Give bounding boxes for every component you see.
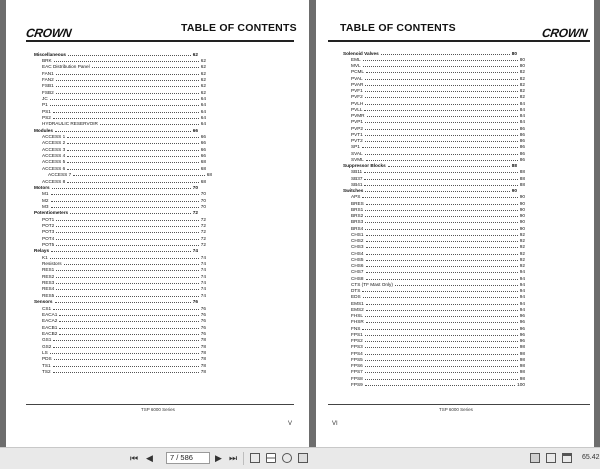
toc-entry-page: 64: [200, 108, 206, 114]
toc-entry-page: 86: [519, 138, 525, 143]
toc-entry-label: SVAL: [351, 150, 363, 156]
toc-entry-page: 72: [200, 229, 206, 235]
footer-rule: [328, 404, 590, 405]
toc-entry-page: 70: [192, 184, 198, 190]
previous-page-icon[interactable]: ◀: [146, 453, 153, 463]
pdf-toolbar: [0, 447, 600, 469]
toc-entry-label: EMS2: [351, 306, 364, 312]
toc-entry-label: BRS4: [351, 225, 364, 231]
toc-entry-page: 62: [200, 70, 206, 76]
toc-entry-label: PVAL: [351, 75, 363, 81]
pdf-page-right: [316, 0, 594, 447]
toc-entry-label: Solenoid Valves: [343, 50, 379, 56]
page-number-input[interactable]: 7 / 586: [166, 452, 210, 464]
toc-entry-page: 78: [200, 356, 206, 362]
toc-entry-label: PVF1: [351, 88, 363, 93]
toc-entry-label: TS2: [42, 369, 51, 374]
toc-entry-label: ACCESS 2: [42, 140, 66, 146]
toc-entry-page: 92: [519, 256, 525, 262]
toc-entry-page: 62: [200, 83, 206, 89]
toc-entry-page: 94: [519, 281, 525, 287]
toc-entry-page: 88: [519, 169, 525, 175]
toc-leader-dots: [365, 385, 515, 386]
pdf-page-left: [6, 0, 309, 447]
toc-entry-label: PS2: [42, 115, 51, 120]
toc-entry-page: 64: [200, 102, 206, 108]
toc-entry-page: 88: [519, 181, 525, 187]
toc-entry-page: 92: [519, 238, 525, 243]
toc-entry-label: FPS1: [351, 331, 363, 337]
toc-entry-page: 78: [200, 337, 206, 343]
toc-entry-page: 76: [192, 299, 198, 305]
toc-entry-label: SP1: [351, 144, 360, 150]
toc-entry-label: Motors: [34, 184, 50, 190]
two-page-view-icon[interactable]: [530, 453, 540, 463]
toc-entry-page: 62: [200, 89, 206, 95]
toc-entry-page: 78: [200, 369, 206, 374]
toc-entry-label: CHS5: [351, 256, 364, 262]
toc-entry-label: FPS6: [351, 363, 363, 368]
toc-entry-label: EDS: [351, 294, 361, 300]
toc-entry-label: PVF2: [351, 94, 363, 100]
page-title: TABLE OF CONTENTS: [181, 22, 297, 34]
toc-entry-label: FPS2: [351, 338, 363, 343]
toc-entry-page: 74: [200, 254, 206, 260]
toc-entry-label: M1: [42, 191, 49, 197]
toc-entry-label: Miscellaneous: [34, 51, 67, 57]
toc-entry-page: 64: [200, 121, 206, 127]
toc-entry-label: CHS8: [351, 275, 364, 281]
toc-entry-page: 78: [200, 343, 206, 349]
footer-rule: [26, 404, 294, 405]
toc-entry-page: 68: [200, 178, 206, 184]
zoom-level[interactable]: 65.42: [582, 454, 600, 461]
toc-entry-label: FHSL: [351, 313, 363, 318]
toc-entry-page: 90: [519, 219, 525, 225]
toc-entry-label: GS2: [42, 343, 52, 349]
toc-entry-page: 84: [519, 119, 525, 125]
crown-logo: CROWN: [541, 26, 589, 40]
toc-entry-label: POT3: [42, 229, 55, 235]
toc-entry-page: 68: [200, 159, 206, 165]
toc-entry-label: PVT2: [351, 138, 363, 143]
page-number: VI: [332, 421, 338, 427]
toc-entry-label: ACCESS 8: [42, 178, 66, 184]
toc-entry-label: EMS1: [351, 300, 364, 306]
toc-entry-page: 90: [519, 200, 525, 206]
last-page-icon[interactable]: ⏭: [229, 453, 238, 463]
toc-entry-label: PVT1: [351, 131, 363, 137]
toc-entry-page: 86: [519, 144, 525, 150]
toc-entry-label: Potentiometers: [34, 210, 69, 216]
toc-entry-label: SVML: [351, 156, 364, 162]
toc-entry-label: Sensors: [34, 299, 53, 305]
toc-entry-page: 72: [200, 222, 206, 228]
toc-entry-label: ACCESS 3: [42, 146, 66, 152]
toc-entry-page: 78: [200, 349, 206, 355]
toc-entry-label: HYDRAULIC RESERVOIR: [42, 121, 98, 127]
toc-entry-label: PS1: [42, 108, 51, 114]
toc-entry-label: BRS2: [351, 213, 364, 218]
footer-series: TSP 6000 Series: [439, 407, 473, 412]
toc-entry-page: 72: [200, 242, 206, 247]
toc-entry-label: POT1: [42, 216, 55, 222]
toc-entry-page: 94: [519, 306, 525, 312]
single-page-view-icon[interactable]: [546, 453, 556, 463]
fit-width-icon[interactable]: [266, 453, 276, 463]
toc-entry-page: 96: [519, 338, 525, 343]
toc-entry-label: POT2: [42, 222, 55, 228]
toc-entry-page: 94: [519, 300, 525, 306]
page-number: V: [288, 421, 293, 427]
crown-logo: CROWN: [25, 26, 73, 40]
toc-entry-page: 72: [192, 210, 198, 216]
toc-entry-page: 98: [519, 350, 525, 356]
toc-entry-page: 88: [519, 175, 525, 181]
toc-entry-page: 66: [200, 153, 206, 159]
toc-entry-label: ACCESS 4: [42, 153, 66, 159]
toc-entry-page: 80: [511, 50, 517, 56]
toc-entry-page: 90: [519, 206, 525, 212]
toc-entry-label: DTS: [351, 288, 361, 293]
toc-entry-page: 62: [200, 57, 206, 63]
toc-entry-page: 100: [517, 381, 525, 387]
toc-entry-page: 72: [200, 216, 206, 222]
toc-entry-page: 76: [200, 311, 206, 317]
toc-entry-page: 62: [200, 64, 206, 70]
toc-entry-page: 82: [519, 75, 525, 81]
toc-entry-page: 66: [200, 134, 206, 140]
toc-entry-page: 80: [519, 56, 525, 62]
toc-entry-page: 74: [200, 267, 206, 273]
toc-entry-label: FAN2: [42, 76, 54, 82]
toc-entry-page: 96: [519, 313, 525, 318]
toc-entry-page: 66: [200, 140, 206, 146]
rotate-icon[interactable]: [298, 453, 308, 463]
toc-entry-page: 98: [519, 375, 525, 381]
toc-entry-label: Resistors: [42, 261, 62, 267]
toc-entry-page: 70: [200, 197, 206, 203]
toc-entry-label: FPS4: [351, 350, 363, 356]
toc-entry-label: CHS6: [351, 263, 364, 268]
toc-entry: [34, 367, 206, 374]
toc-entry-label: FPS7: [351, 369, 363, 375]
toc-entry-page: 78: [200, 362, 206, 368]
toc-entry-label: PVAR: [351, 81, 364, 87]
toc-entry-page: 86: [519, 150, 525, 156]
toc-entry-page: 96: [519, 319, 525, 325]
toc-entry-label: POT4: [42, 235, 55, 241]
page-title: TABLE OF CONTENTS: [340, 22, 456, 34]
toc-entry-page: 82: [519, 69, 525, 75]
toc-entry-label: FPS9: [351, 381, 363, 387]
toc-entry-page: 62: [192, 51, 198, 57]
toc-entry-page: 84: [519, 100, 525, 106]
toc-entry-label: LS: [42, 349, 48, 355]
toc-entry-label: BRS1: [351, 206, 364, 212]
toc-entry-page: 68: [200, 165, 206, 171]
toc-entry-page: 92: [519, 250, 525, 256]
toc-entry-label: Relays: [34, 248, 50, 254]
toc-entry-label: FSB1: [42, 83, 54, 89]
toc-entry-label: EAC Distribution Panel: [42, 64, 90, 70]
toc-entry-page: 86: [519, 125, 525, 131]
toc-entry-label: CTS (TF Mast Only): [351, 281, 393, 287]
toc-entry-page: 98: [519, 369, 525, 375]
toc-entry-label: RES2: [42, 273, 55, 279]
header-rule: [26, 40, 294, 42]
toc-entry-label: Suppressor Blocks: [343, 163, 386, 168]
toc-entry-page: 96: [519, 325, 525, 331]
zoom-icon[interactable]: [282, 453, 292, 463]
toc-entry-page: 68: [206, 172, 212, 178]
toc-entry-label: RES5: [42, 292, 55, 298]
toc-entry-page: 92: [519, 231, 525, 237]
toc-entry-page: 66: [200, 146, 206, 152]
toc-entry-page: 82: [519, 88, 525, 93]
next-page-icon[interactable]: ▶: [215, 453, 222, 463]
toc-entry-page: 76: [200, 318, 206, 324]
toc-entry-page: 92: [519, 244, 525, 250]
toc-entry-label: M3: [42, 203, 49, 209]
toc-entry-label: BRK: [42, 57, 52, 63]
toc-entry-label: RES4: [42, 286, 55, 292]
toc-entry-label: CHS3: [351, 244, 364, 250]
toc-entry-page: 74: [200, 280, 206, 286]
toc-entry-page: 90: [511, 188, 517, 193]
toc-entry-label: BRS3: [351, 219, 364, 225]
toc-entry-label: CHS1: [351, 231, 364, 237]
toc-entry-page: 92: [519, 263, 525, 268]
toc-entry-page: 90: [519, 225, 525, 231]
toc-entry-page: 70: [200, 191, 206, 197]
toc-entry-page: 66: [192, 127, 198, 133]
toc-entry-page: 98: [519, 363, 525, 368]
toc-entry-label: M2: [42, 197, 49, 203]
toc-entry-label: PVLH: [351, 100, 364, 106]
toc-entry-page: 90: [519, 213, 525, 218]
toc-entry-label: MVL: [351, 63, 361, 68]
toc-entry-label: EACA2: [42, 318, 58, 324]
toc-entry-label: ACCESS 6: [42, 165, 66, 171]
toc-entry-label: Switches: [343, 188, 364, 193]
toc-entry-page: 90: [519, 194, 525, 200]
toc-entry-label: FPS3: [351, 344, 363, 350]
toc-entry-page: 82: [519, 81, 525, 87]
toc-entry-page: 74: [200, 286, 206, 292]
toc-leader-dots: [53, 372, 199, 373]
toc-entry-label: PVP1: [351, 119, 363, 125]
toc-entry-label: FHSR: [351, 319, 364, 325]
toolbar-divider: [243, 452, 244, 465]
toc-entry-label: PVP2: [351, 125, 363, 131]
toc-entry-page: 98: [519, 344, 525, 350]
toc-entry-label: APS: [351, 194, 361, 200]
fullscreen-icon[interactable]: [562, 453, 572, 463]
toc-entry-label: PDS: [42, 356, 52, 362]
toc-entry-page: 72: [200, 235, 206, 241]
toc-entry-label: RES1: [42, 267, 55, 273]
toc-entry-page: 74: [200, 273, 206, 279]
toc-entry-label: CHS7: [351, 269, 364, 275]
toc-entry-page: 84: [519, 113, 525, 118]
toc-entry-label: JC: [42, 95, 48, 101]
toc-entry-page: 94: [519, 269, 525, 275]
toc-entry-label: P1: [42, 102, 48, 108]
toc-entry-label: CHS2: [351, 238, 364, 243]
toc-entry-page: 70: [200, 203, 206, 209]
toc-entry-label: FPS5: [351, 356, 363, 362]
toc-entry-label: EML: [351, 56, 361, 62]
toc-entry-label: PCML: [351, 69, 365, 75]
toc-entry-page: 86: [519, 131, 525, 137]
toc-entry-page: 74: [192, 248, 198, 254]
toc-entry-page: 80: [519, 63, 525, 68]
footer-series: TSP 6000 Series: [141, 407, 175, 412]
toc-entry-page: 64: [200, 95, 206, 101]
toc-entry-page: 74: [200, 261, 206, 267]
toc-entry-label: Modules: [34, 127, 54, 133]
toc-entry-label: BRES: [351, 200, 364, 206]
toc-entry-page: 88: [511, 163, 517, 168]
toc-entry-label: SB11: [351, 169, 363, 175]
toc-entry-label: CHS4: [351, 250, 364, 256]
toc-entry-label: EACA1: [42, 311, 58, 317]
toc-entry-label: K1: [42, 254, 48, 260]
toc-entry: [343, 380, 525, 387]
toc-entry-page: 98: [519, 356, 525, 362]
toc-entry-page: 76: [200, 324, 206, 330]
toc-entry-page: 84: [519, 106, 525, 112]
toc-entry-label: ACCESS 5: [42, 159, 66, 165]
toc-entry-page: 94: [519, 294, 525, 300]
toc-entry-page: 74: [200, 292, 206, 298]
toc-entry-label: RES3: [42, 280, 55, 286]
toc-entry-label: EACB2: [42, 330, 58, 336]
toc-entry-page: 82: [519, 94, 525, 100]
fit-page-icon[interactable]: [250, 453, 260, 463]
toc-entry-label: FNS: [351, 325, 361, 331]
toc-entry-label: CS1: [42, 305, 52, 311]
toc-entry-page: 94: [519, 275, 525, 281]
toc-entry-page: 62: [200, 76, 206, 82]
toc-entry-label: PVMR: [351, 113, 365, 118]
toc-entry-page: 64: [200, 115, 206, 120]
toc-entry-label: EACB1: [42, 324, 58, 330]
toc-entry-page: 76: [200, 305, 206, 311]
first-page-icon[interactable]: ⏮: [130, 453, 139, 463]
toc-entry-label: FAN1: [42, 70, 54, 76]
toc-entry-label: FSB2: [42, 89, 54, 95]
toc-entry-page: 86: [519, 156, 525, 162]
header-rule: [328, 40, 590, 42]
toc-entry-page: 76: [200, 330, 206, 336]
toc-entry-label: GS1: [42, 337, 52, 343]
toc-entry-label: TS1: [42, 362, 51, 368]
toc-entry-page: 96: [519, 331, 525, 337]
toc-entry-page: 94: [519, 288, 525, 293]
toc-entry-label: SB41: [351, 181, 363, 187]
toc-entry-label: PVLL: [351, 106, 363, 112]
toc-entry-label: SB37: [351, 175, 363, 181]
toc-entry-label: FPS8: [351, 375, 363, 381]
toc-entry-label: ACCESS 7: [48, 172, 72, 178]
toc-entry-label: ACCESS 1: [42, 134, 66, 140]
toc-entry-label: POT5: [42, 242, 55, 247]
